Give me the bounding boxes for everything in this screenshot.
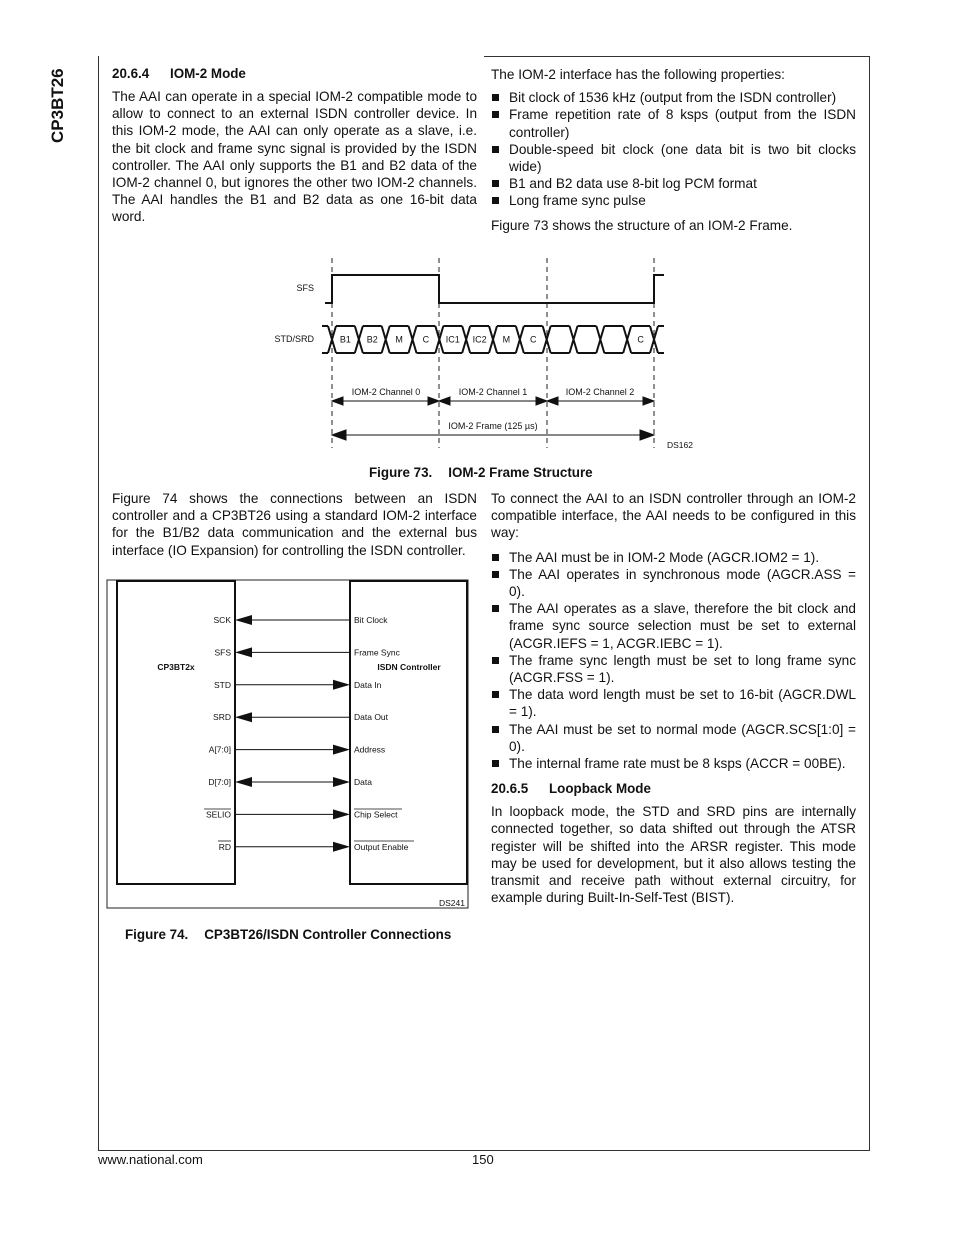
list-item: Long frame sync pulse	[491, 192, 856, 209]
figure74-code: DS241	[439, 898, 465, 908]
list-item: The AAI operates in synchronous mode (AGCR.ASS = 0).	[491, 566, 856, 600]
arrow-head	[333, 777, 350, 787]
configuration-intro: To connect the AAI to an ISDN controller through an IOM-2 compatible interface, the AAI needs to be configured in this way:	[491, 491, 856, 541]
list-item: The data word length must be set to 16-bit (AGCR.DWL = 1).	[491, 686, 856, 720]
figure73-timing-diagram	[0, 0, 954, 470]
loopback-paragraph: In loopback mode, the STD and SRD pins are internally connected together, so data shifted out through the ATSR register will be shifted into the ARSR register. This mode may be used for development, but it also allows testing the transmit and receive path without external circuitry, for example during Built-In-Self-Test (BIST).	[491, 804, 856, 906]
isdn-pin-label: Output Enable	[354, 841, 409, 852]
figure74-border	[107, 580, 468, 908]
bus-transition	[623, 326, 631, 353]
cp3bt2x-block	[117, 581, 235, 884]
isdn-controller-label: ISDN Controller	[377, 662, 441, 672]
figure73-caption-number: Figure 73.	[369, 465, 433, 480]
section-number: 20.6.5	[491, 781, 529, 797]
isdn-pin-label: Bit Clock	[354, 615, 388, 625]
bit-slot-label: IC2	[472, 334, 487, 345]
sfs-label: SFS	[296, 283, 314, 293]
figure74-connection-diagram	[100, 575, 485, 920]
cp3bt2x-pin-label: SCK	[213, 615, 231, 625]
section-number: 20.6.4	[112, 66, 150, 81]
list-item: Bit clock of 1536 kHz (output from the ISDN controller)	[491, 89, 856, 106]
bus-transition	[382, 326, 390, 353]
cp3bt2x-pin-label: SELIO	[205, 809, 231, 820]
properties-intro: The IOM-2 interface has the following properties:	[491, 67, 785, 82]
section-paragraph: The AAI can operate in a special IOM-2 compatible mode to allow to connect to an external ISDN controller device. In this IOM-2 mode, the AAI can only operate as a slave, i.e. the bit clock and frame sync signal is provided by the ISDN controller. The AAI only supports the B1 and B2 data of the IOM-2 channel 0, but ignores the other two IOM-2 channels. The AAI handles the B1 and B2 data as one 16-bit data word.	[112, 89, 477, 225]
bus-transition	[516, 326, 524, 353]
loopback-heading	[491, 781, 856, 796]
cp3bt2x-label: CP3BT2x	[157, 662, 195, 672]
side-document-title: CP3BT26	[48, 68, 67, 143]
configuration-list	[491, 549, 856, 773]
bus-transition	[355, 326, 363, 353]
figure74-intro: Figure 74 shows the connections between an ISDN controller and a CP3BT26 using a standard IOM-2 interface for the B1/B2 data communication and the external bus interface (IO Expansion) for controlling the ISDN controller.	[112, 491, 477, 558]
list-item: Double-speed bit clock (one data bit is two bit clocks wide)	[491, 141, 856, 175]
arrow-head	[333, 680, 350, 690]
footer-website[interactable]: www.national.com	[98, 1152, 203, 1167]
cp3bt2x-pin-label: D[7:0]	[208, 777, 231, 787]
bus-transition	[570, 326, 578, 353]
section-title: IOM-2 Mode	[170, 66, 246, 81]
channel-arrows	[332, 397, 654, 405]
bus-transition	[462, 326, 470, 353]
figure73-caption	[369, 465, 593, 480]
list-item: The internal frame rate must be 8 ksps (ACCR = 00BE).	[491, 755, 856, 772]
arrow-head	[333, 745, 350, 755]
figure74-caption-number: Figure 74.	[125, 927, 189, 942]
figure73-reference: Figure 73 shows the structure of an IOM-2 Frame.	[491, 217, 793, 233]
list-item: The frame sync length must be set to long frame sync (ACGR.FSS = 1).	[491, 652, 856, 686]
bus-transition	[409, 326, 417, 353]
arrow-head	[235, 777, 252, 787]
channel-2-label: IOM-2 Channel 2	[565, 387, 635, 397]
arrow-head	[235, 615, 252, 625]
bit-slot-label: IC1	[445, 334, 460, 345]
isdn-pin-label: Address	[354, 744, 386, 755]
bit-slot-label: B2	[366, 334, 378, 345]
isdn-pin-label: Chip Select	[354, 809, 398, 820]
isdn-pin-label: Data	[354, 777, 372, 787]
figure73-caption-title: IOM-2 Frame Structure	[448, 465, 593, 480]
frame-label: IOM-2 Frame (125 µs)	[448, 421, 538, 431]
bit-slot-label: M	[395, 334, 403, 345]
figure74-caption-title: CP3BT26/ISDN Controller Connections	[204, 927, 452, 942]
bus-transition	[596, 326, 604, 353]
isdn-pin-label: Data In	[354, 679, 382, 690]
cp3bt2x-pin-label: A[7:0]	[208, 744, 231, 755]
page-number: 150	[472, 1152, 494, 1167]
figure73-code: DS162	[667, 440, 693, 450]
frame-arrow	[332, 430, 654, 440]
arrow-head	[333, 809, 350, 819]
arrow-head	[333, 842, 350, 852]
isdn-pin-label: Data Out	[354, 712, 389, 723]
bit-slot-label: C	[530, 334, 537, 345]
section-title: Loopback Mode	[549, 781, 651, 797]
list-item: Frame repetition rate of 8 ksps (output from the ISDN controller)	[491, 106, 856, 140]
list-item: The AAI must be set to normal mode (AGCR.SCS[1:0] = 0).	[491, 721, 856, 755]
bit-slot-label: M	[502, 334, 511, 345]
list-item: The AAI operates as a slave, therefore the bit clock and frame sync source selection must be set to external (ACGR.IEFS = 1, ACGR.IEBC = 1).	[491, 600, 856, 652]
cp3bt2x-pin-label: SFS	[214, 647, 231, 658]
cp3bt2x-pin-label: RD	[218, 841, 231, 852]
channel-0-label: IOM-2 Channel 0	[351, 387, 421, 397]
bit-slot-label: C	[637, 334, 644, 345]
bit-slots	[322, 326, 664, 353]
arrow-head	[235, 647, 252, 657]
isdn-pin-label: Frame Sync	[354, 647, 400, 658]
std-srd-label: STD/SRD	[274, 334, 314, 344]
bus-transition	[489, 326, 497, 353]
list-item: The AAI must be in IOM-2 Mode (AGCR.IOM2 = 1).	[491, 549, 856, 566]
sfs-waveform	[325, 275, 664, 303]
configuration-block	[491, 490, 856, 906]
isdn-controller-block	[350, 581, 467, 884]
cp3bt2x-pin-label: SRD	[213, 712, 231, 723]
figure74-intro-block	[112, 490, 477, 559]
bit-slot-label: C	[422, 334, 430, 345]
figure74-caption	[125, 927, 451, 942]
list-item: B1 and B2 data use 8-bit log PCM format	[491, 175, 856, 192]
signal-lines	[206, 615, 409, 852]
bit-slot-label: B1	[339, 334, 351, 345]
arrow-head	[235, 712, 252, 722]
channel-1-label: IOM-2 Channel 1	[458, 387, 528, 397]
cp3bt2x-pin-label: STD	[214, 679, 231, 690]
